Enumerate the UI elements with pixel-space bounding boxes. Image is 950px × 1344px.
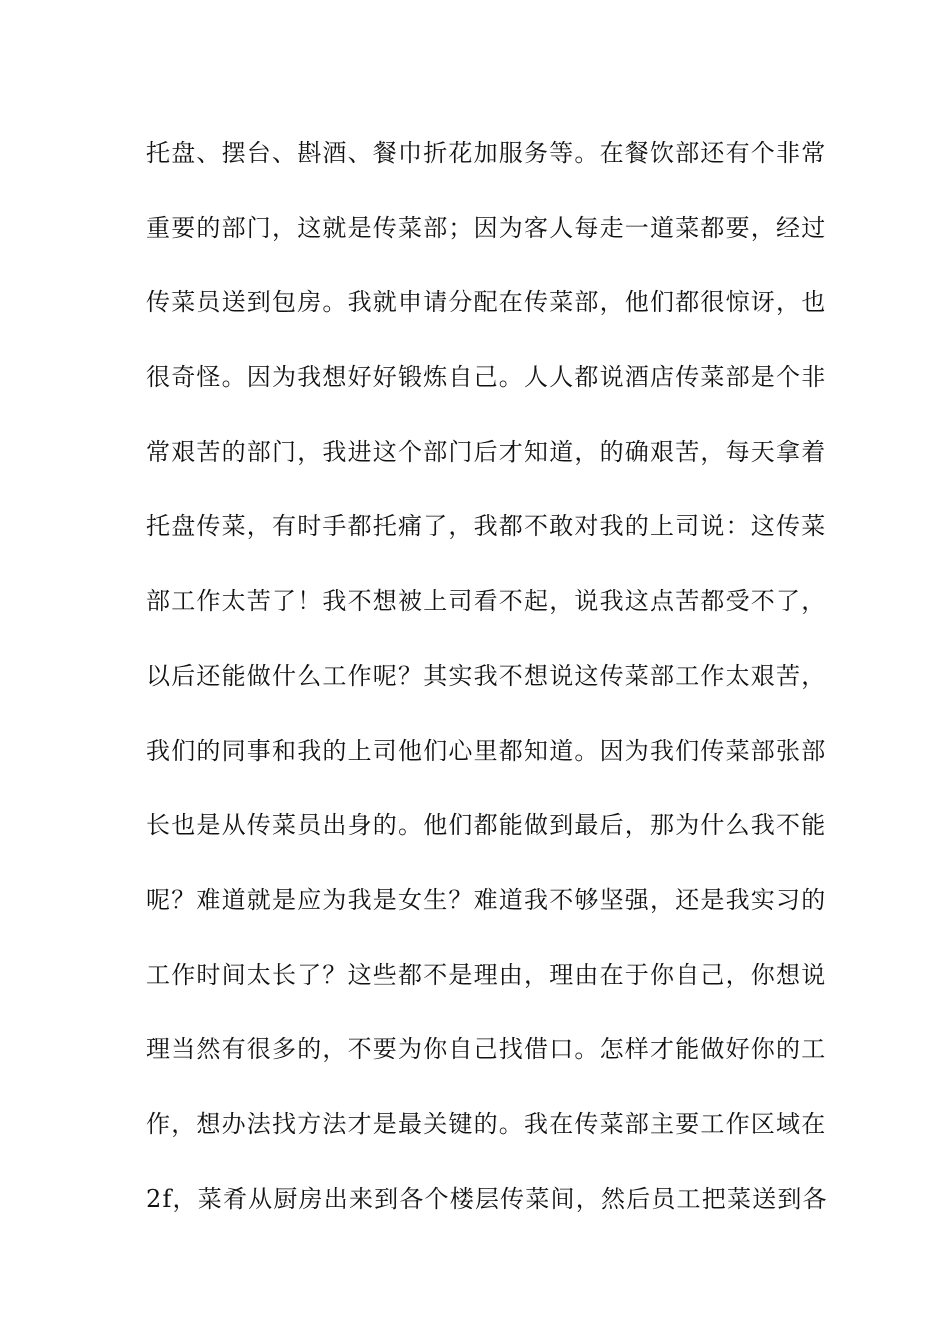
text-line-5: 常艰苦的部门，我进这个部门后才知道，的确艰苦，每天拿着: [146, 437, 827, 466]
text-line-12: 工作时间太长了？这些都不是理由，理由在于你自己，你想说: [146, 960, 827, 989]
text-line-15: 2f，菜肴从厨房出来到各个楼层传菜间，然后员工把菜送到各: [146, 1184, 828, 1213]
text-line-13: 理当然有很多的，不要为你自己找借口。怎样才能做好你的工: [146, 1035, 827, 1064]
text-line-4: 很奇怪。因为我想好好锻炼自己。人人都说酒店传菜部是个非: [146, 363, 827, 392]
text-line-8: 以后还能做什么工作呢？其实我不想说这传菜部工作太艰苦，: [146, 661, 827, 690]
text-line-9: 我们的同事和我的上司他们心里都知道。因为我们传菜部张部: [146, 736, 827, 765]
text-line-11: 呢？难道就是应为我是女生？难道我不够坚强，还是我实习的: [146, 885, 827, 914]
text-line-10: 长也是从传菜员出身的。他们都能做到最后，那为什么我不能: [146, 811, 827, 840]
text-line-3: 传菜员送到包房。我就申请分配在传菜部，他们都很惊讶，也: [146, 288, 827, 317]
text-line-2: 重要的部门，这就是传菜部；因为客人每走一道菜都要，经过: [146, 213, 827, 242]
text-line-6: 托盘传菜，有时手都托痛了，我都不敢对我的上司说：这传菜: [146, 512, 827, 541]
text-line-14: 作，想办法找方法才是最关键的。我在传菜部主要工作区域在: [146, 1109, 827, 1138]
text-line-1: 托盘、摆台、斟酒、餐巾折花加服务等。在餐饮部还有个非常: [146, 139, 827, 167]
text-line-7: 部工作太苦了！我不想被上司看不起，说我这点苦都受不了，: [146, 587, 827, 616]
body-text: [146, 131, 828, 1251]
